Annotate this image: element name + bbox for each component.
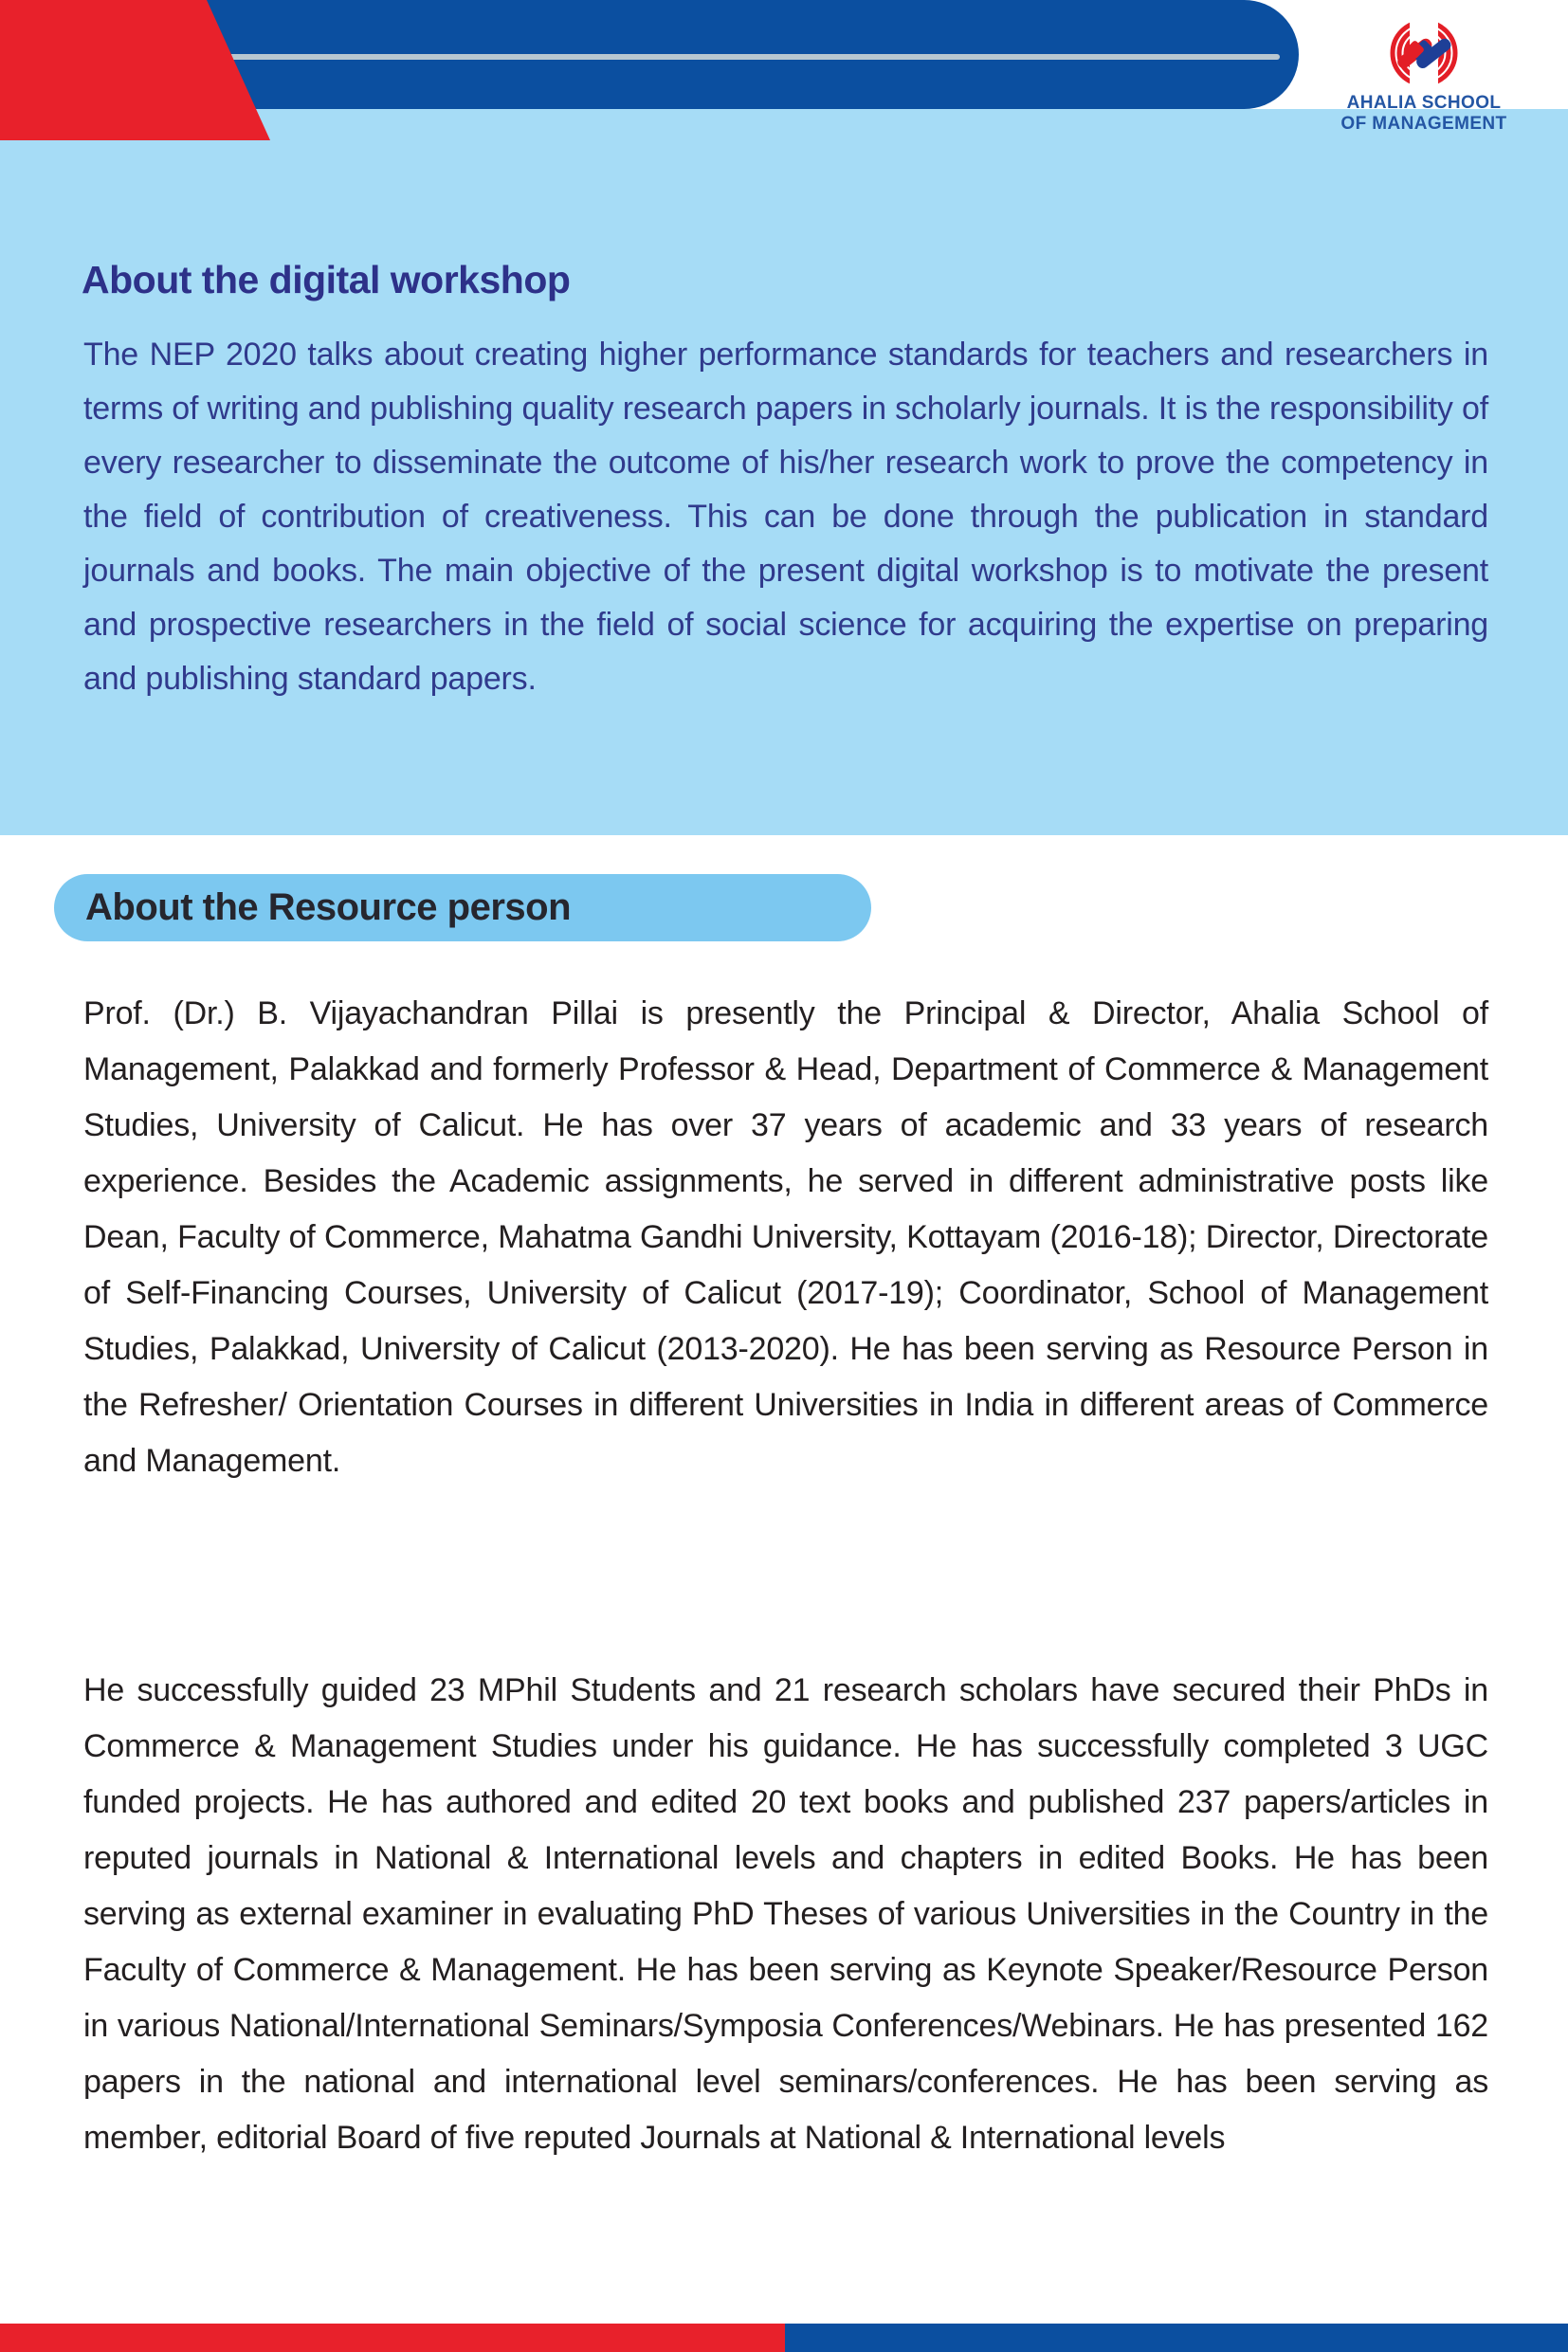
resource-section-heading-pill	[54, 874, 871, 941]
workshop-section-body: The NEP 2020 talks about creating higher performance standards for teachers and researchers in terms of writing and publishing quality research papers in scholarly journals. It is the responsibility of every researcher to disseminate the outcome of his/her research work to prove the competency in the field of contribution of creativeness. This can be done through the publication in standard journals and books. The main objective of the present digital workshop is to motivate the present and prospective researchers in the field of social science for acquiring the expertise on preparing and publishing standard papers.	[83, 337, 1488, 697]
footer-blue-band	[785, 2324, 1568, 2352]
resource-section-paragraph-2: He successfully guided 23 MPhil Students and 21 research scholars have secured their PhDs in Commerce & Management Studies under his guidance. He has successfully completed 3 UGC funded projects. He has authored and edited 20 text books and published 237 papers/articles in reputed journals in National & International levels and chapters in edited Books. He has been serving as external examiner in evaluating PhD Theses of various Universities in the Country in the Faculty of Commerce & Management. He has been serving as Keynote Speaker/Resource Person in various National/International Seminars/Symposia Conferences/Webinars. He has presented 162 papers in the national and international level seminars/conferences. He has been serving as member, editorial Board of five reputed Journals at National & International levels	[83, 1672, 1488, 2156]
brand-logo	[1320, 15, 1528, 135]
resource-section-paragraph-1: Prof. (Dr.) B. Vijayachandran Pillai is presently the Principal & Director, Ahalia School of Management, Palakkad and formerly Professor & Head, Department of Commerce & Management Studies, University of Calicut. He has over 37 years of academic and 33 years of research experience. Besides the Academic assignments, he served in different administrative posts like Dean, Faculty of Commerce, Mahatma Gandhi University, Kottayam (2016-18); Director, Directorate of Self-Financing Courses, University of Calicut (2017-19); Coordinator, School of Management Studies, Palakkad, University of Calicut (2013-2020). He has been serving as Resource Person in the Refresher/ Orientation Courses in different Universities in India in different areas of Commerce and Management.	[83, 995, 1488, 1479]
footer-red-band	[0, 2324, 785, 2352]
handshake-signal-icon	[1320, 15, 1528, 91]
resource-section-heading: About the Resource person	[85, 886, 572, 928]
workshop-section-heading: About the digital workshop	[82, 258, 571, 301]
header-divider-line	[190, 54, 1280, 60]
brand-name-line2: OF MANAGEMENT	[1340, 114, 1507, 134]
brand-name	[1320, 93, 1528, 135]
brand-name-line1: AHALIA SCHOOL	[1346, 93, 1502, 113]
